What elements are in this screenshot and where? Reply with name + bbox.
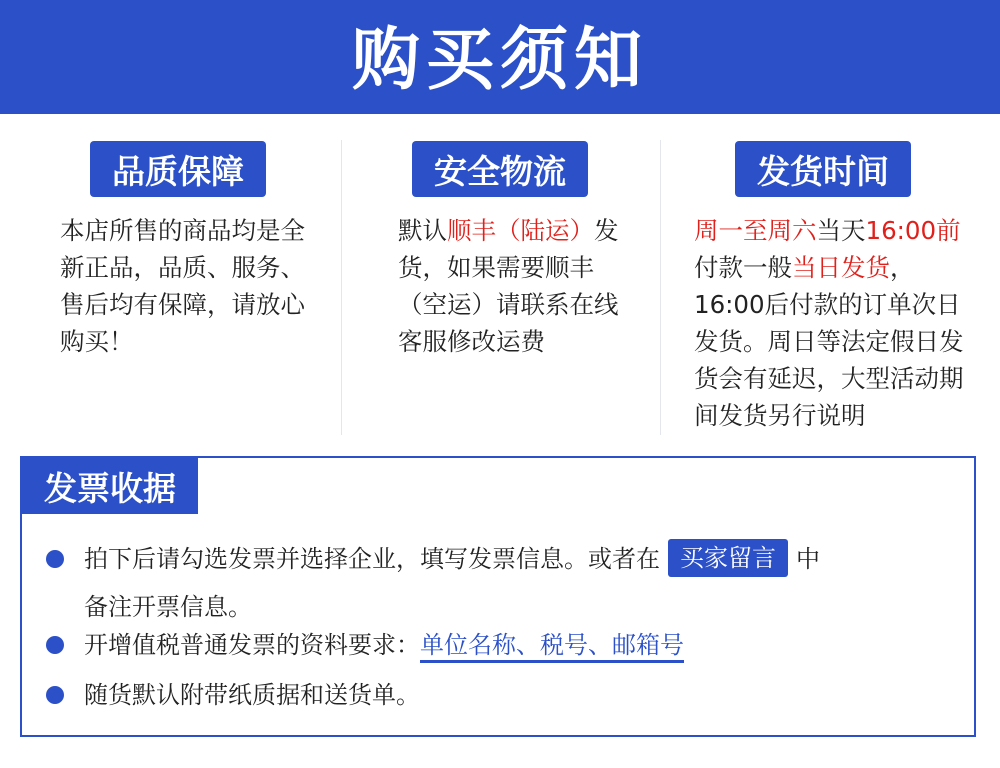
invoice-item-1-line2: 备注开票信息。 — [84, 593, 252, 621]
bullet-dot — [46, 636, 64, 654]
shipping-red-2: 16:00前 — [865, 216, 961, 245]
invoice-item-1-suffix: 中 — [796, 545, 820, 573]
invoice-section — [20, 456, 976, 737]
column-divider — [341, 140, 342, 435]
invoice-item-3 — [84, 671, 944, 719]
invoice-item-1-text: 拍下后请勾选发票并选择企业，填写发票信息。或者在 — [84, 545, 660, 573]
shipping-red-1: 周一至周六 — [694, 216, 817, 245]
shipping-text-1: 当天 — [816, 216, 866, 245]
shipping-text-2: 付款一般 — [694, 253, 792, 282]
shipping-time-text — [694, 212, 966, 434]
logistics-text-1: 默认 — [398, 216, 447, 245]
page-title: 购买须知 — [351, 20, 648, 100]
quality-text: 本店所售的商品均是全新正品，品质、服务、售后均有保障，请放心购买！ — [60, 216, 305, 356]
invoice-item-2 — [84, 621, 944, 669]
header-banner — [0, 0, 1000, 114]
badge-logistics — [412, 141, 588, 197]
bullet-dot — [46, 686, 64, 704]
logistics-text-2: 发货，如果需要顺丰（空运）请联系在线客服修改运费 — [398, 216, 619, 356]
invoice-title: 发票收据 — [22, 458, 198, 514]
buyer-message-tag: 买家留言 — [668, 539, 788, 577]
logistics-text-red: 顺丰（陆运） — [447, 216, 594, 245]
badge-shipping-time — [735, 141, 911, 197]
invoice-item-2-text: 开增值税普通发票的资料要求： — [84, 631, 420, 659]
badge-logistics-label: 安全物流 — [434, 151, 566, 191]
shipping-text-3: ，16:00后付款的订单次日发货。周日等法定假日发货会有延迟，大型活动期间发货另行说明 — [694, 253, 964, 430]
column-divider — [660, 140, 661, 435]
badge-quality: 品质保障 — [90, 141, 266, 197]
invoice-item-1 — [84, 535, 944, 631]
bullet-dot — [46, 550, 64, 568]
shipping-red-3: 当日发货 — [792, 253, 890, 282]
logistics-text — [398, 212, 622, 360]
invoice-item-3-text: 随货默认附带纸质据和送货单。 — [84, 681, 420, 709]
badge-shipping-time-label: 发货时间 — [757, 151, 889, 191]
invoice-required-fields: 单位名称、税号、邮箱号 — [420, 631, 684, 663]
